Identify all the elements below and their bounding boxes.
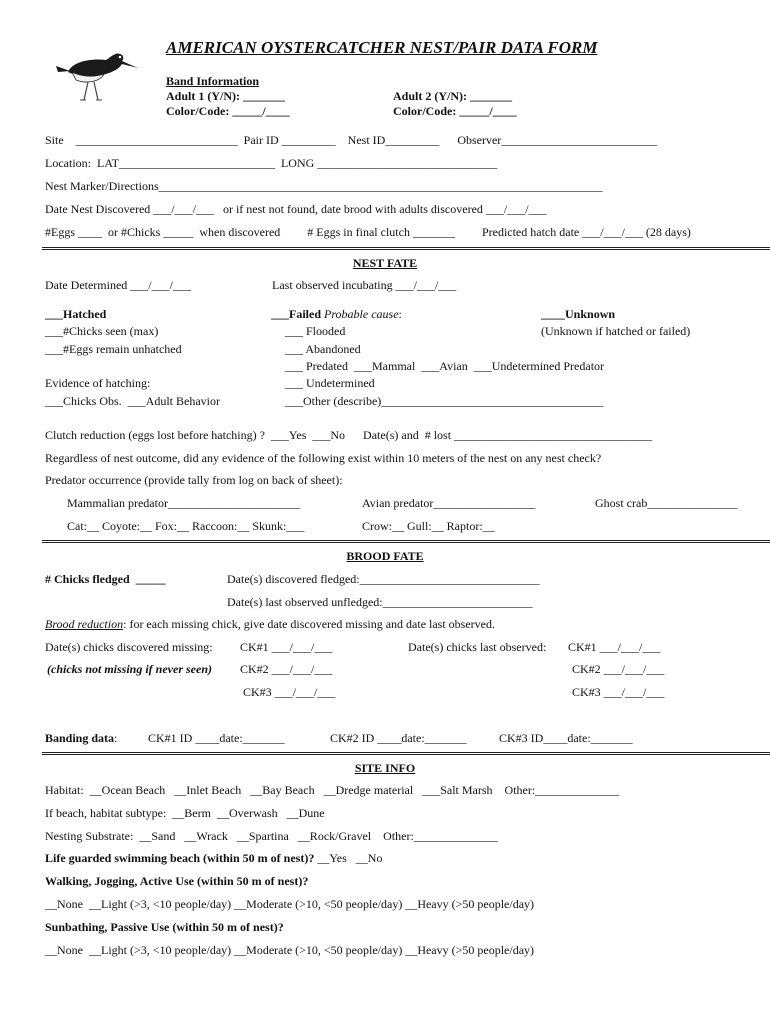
brood-reduction-line <box>45 617 495 631</box>
nest-fate-heading: NEST FATE <box>352 256 418 270</box>
adult2-field[interactable]: Adult 2 (Y/N): _______ <box>393 89 512 103</box>
location-row[interactable]: Location: LAT__________________________ LONG ______________________________ <box>45 156 498 170</box>
other-describe-field[interactable]: ___Other (describe)_____________________________________ <box>285 394 604 408</box>
sunbathing-question: Sunbathing, Passive Use (within 50 m of nest)? <box>45 920 284 934</box>
missing-label: Date(s) chicks discovered missing: <box>45 640 213 654</box>
hatched-option[interactable]: ___Hatched <box>45 307 107 321</box>
section-divider <box>42 540 770 543</box>
brood-reduction-text: : for each missing chick, give date discovered missing and date last observed. <box>123 617 496 631</box>
site-row[interactable]: Site ___________________________ Pair ID _________ Nest ID_________ Observer__________________________ <box>45 133 658 147</box>
nesting-substrate-row[interactable]: Nesting Substrate: __Sand __Wrack __Spartina __Rock/Gravel Other:______________ <box>45 829 498 843</box>
predated-option[interactable]: ___ Predated ___Mammal ___Avian ___Undetermined Predator <box>285 359 605 373</box>
bird-tally-row[interactable]: Crow:__ Gull:__ Raptor:__ <box>362 519 495 533</box>
last-incubating-field[interactable]: Last observed incubating ___/___/___ <box>272 278 457 292</box>
regardless-question: Regardless of nest outcome, did any evidence of the following exist within 10 meters of the nest on any nest check? <box>45 451 602 465</box>
lifeguard-row[interactable] <box>45 851 382 865</box>
adult1-color-field[interactable]: Color/Code: _____/____ <box>166 104 290 118</box>
probable-cause-colon: : <box>398 307 402 321</box>
abandoned-option[interactable]: ___ Abandoned <box>285 342 361 356</box>
undetermined-option[interactable]: ___ Undetermined <box>285 376 375 390</box>
walking-question: Walking, Jogging, Active Use (within 50 m of nest)? <box>45 874 309 888</box>
probable-cause-label: Probable cause <box>321 307 399 321</box>
habitat-row[interactable]: Habitat: __Ocean Beach __Inlet Beach __Bay Beach __Dredge material ___Salt Marsh Other:______________ <box>45 783 620 797</box>
mammalian-predator-field[interactable]: Mammalian predator______________________ <box>67 496 300 510</box>
banding-data-label: Banding data <box>45 731 115 745</box>
beach-subtype-row[interactable]: If beach, habitat subtype: __Berm __Overwash __Dune <box>45 806 325 820</box>
lifeguard-answers[interactable]: __Yes __No <box>314 851 383 865</box>
chicks-fledged-field[interactable]: # Chicks fledged _____ <box>45 572 166 586</box>
mammal-tally-row[interactable]: Cat:__ Coyote:__ Fox:__ Raccoon:__ Skunk:___ <box>67 519 305 533</box>
ck2-banding-field[interactable]: CK#2 ID ____date:_______ <box>330 731 467 745</box>
ck3-banding-field[interactable]: CK#3 ID____date:_______ <box>499 731 633 745</box>
ghost-crab-field[interactable]: Ghost crab_______________ <box>595 496 738 510</box>
evidence-label: Evidence of hatching: <box>45 376 151 390</box>
date-determined-field[interactable]: Date Determined ___/___/___ <box>45 278 191 292</box>
date-unfledged-field[interactable]: Date(s) last observed unfledged:_________________________ <box>227 595 533 609</box>
chicks-seen-field[interactable]: ___#Chicks seen (max) <box>45 324 159 338</box>
failed-option[interactable] <box>271 307 402 321</box>
ck1-missing-field[interactable]: CK#1 ___/___/___ <box>240 640 333 654</box>
banding-data-line <box>45 731 117 745</box>
failed-label: ___Failed <box>271 307 321 321</box>
form-title: AMERICAN OYSTERCATCHER NEST/PAIR DATA FORM <box>166 38 598 57</box>
ck2-last-field[interactable]: CK#2 ___/___/___ <box>572 662 665 676</box>
adult1-field[interactable]: Adult 1 (Y/N): _______ <box>166 89 285 103</box>
unknown-note: (Unknown if hatched or failed) <box>541 324 691 338</box>
brood-fate-heading: BROOD FATE <box>346 549 424 563</box>
predator-occurrence-label: Predator occurrence (provide tally from log on back of sheet): <box>45 473 343 487</box>
brood-reduction-label: Brood reduction <box>45 617 124 631</box>
clutch-reduction-row[interactable]: Clutch reduction (eggs lost before hatching) ? ___Yes ___No Date(s) and # lost _________________________________ <box>45 428 653 442</box>
oystercatcher-illustration <box>50 42 140 104</box>
banding-data-colon: : <box>114 731 118 745</box>
walking-answers[interactable]: __None __Light (>3, <10 people/day) __Moderate (>10, <50 people/day) __Heavy (>50 people/day) <box>45 897 535 911</box>
site-info-heading: SITE INFO <box>354 761 416 775</box>
adult2-color-field[interactable]: Color/Code: _____/____ <box>393 104 517 118</box>
avian-predator-field[interactable]: Avian predator_________________ <box>362 496 536 510</box>
band-info-heading: Band Information <box>166 74 260 88</box>
nest-marker-row[interactable]: Nest Marker/Directions__________________________________________________________________________ <box>45 179 603 193</box>
unknown-option[interactable]: ____Unknown <box>541 307 616 321</box>
last-observed-label: Date(s) chicks last observed: <box>408 640 547 654</box>
eggs-row[interactable]: #Eggs ____ or #Chicks _____ when discovered # Eggs in final clutch _______ Predicted hatch date ___/___/___ (28 days) <box>45 225 691 239</box>
ck1-last-field[interactable]: CK#1 ___/___/___ <box>568 640 661 654</box>
section-divider <box>42 752 770 755</box>
chicks-obs-field[interactable]: ___Chicks Obs. ___Adult Behavior <box>45 394 220 408</box>
section-divider <box>42 247 770 250</box>
lifeguard-question: Life guarded swimming beach (within 50 m of nest)? <box>45 851 315 865</box>
ck3-missing-field[interactable]: CK#3 ___/___/___ <box>243 685 336 699</box>
sunbathing-answers[interactable]: __None __Light (>3, <10 people/day) __Moderate (>10, <50 people/day) __Heavy (>50 people/day) <box>45 943 535 957</box>
ck1-banding-field[interactable]: CK#1 ID ____date:_______ <box>148 731 285 745</box>
eggs-remain-field[interactable]: ___#Eggs remain unhatched <box>45 342 182 356</box>
not-missing-note: (chicks not missing if never seen) <box>47 662 212 676</box>
ck2-missing-field[interactable]: CK#2 ___/___/___ <box>240 662 333 676</box>
date-discovered-row[interactable]: Date Nest Discovered ___/___/___ or if nest not found, date brood with adults discovered ___/___/___ <box>45 202 547 216</box>
flooded-option[interactable]: ___ Flooded <box>285 324 346 338</box>
ck3-last-field[interactable]: CK#3 ___/___/___ <box>572 685 665 699</box>
date-fledged-field[interactable]: Date(s) discovered fledged:______________________________ <box>227 572 540 586</box>
